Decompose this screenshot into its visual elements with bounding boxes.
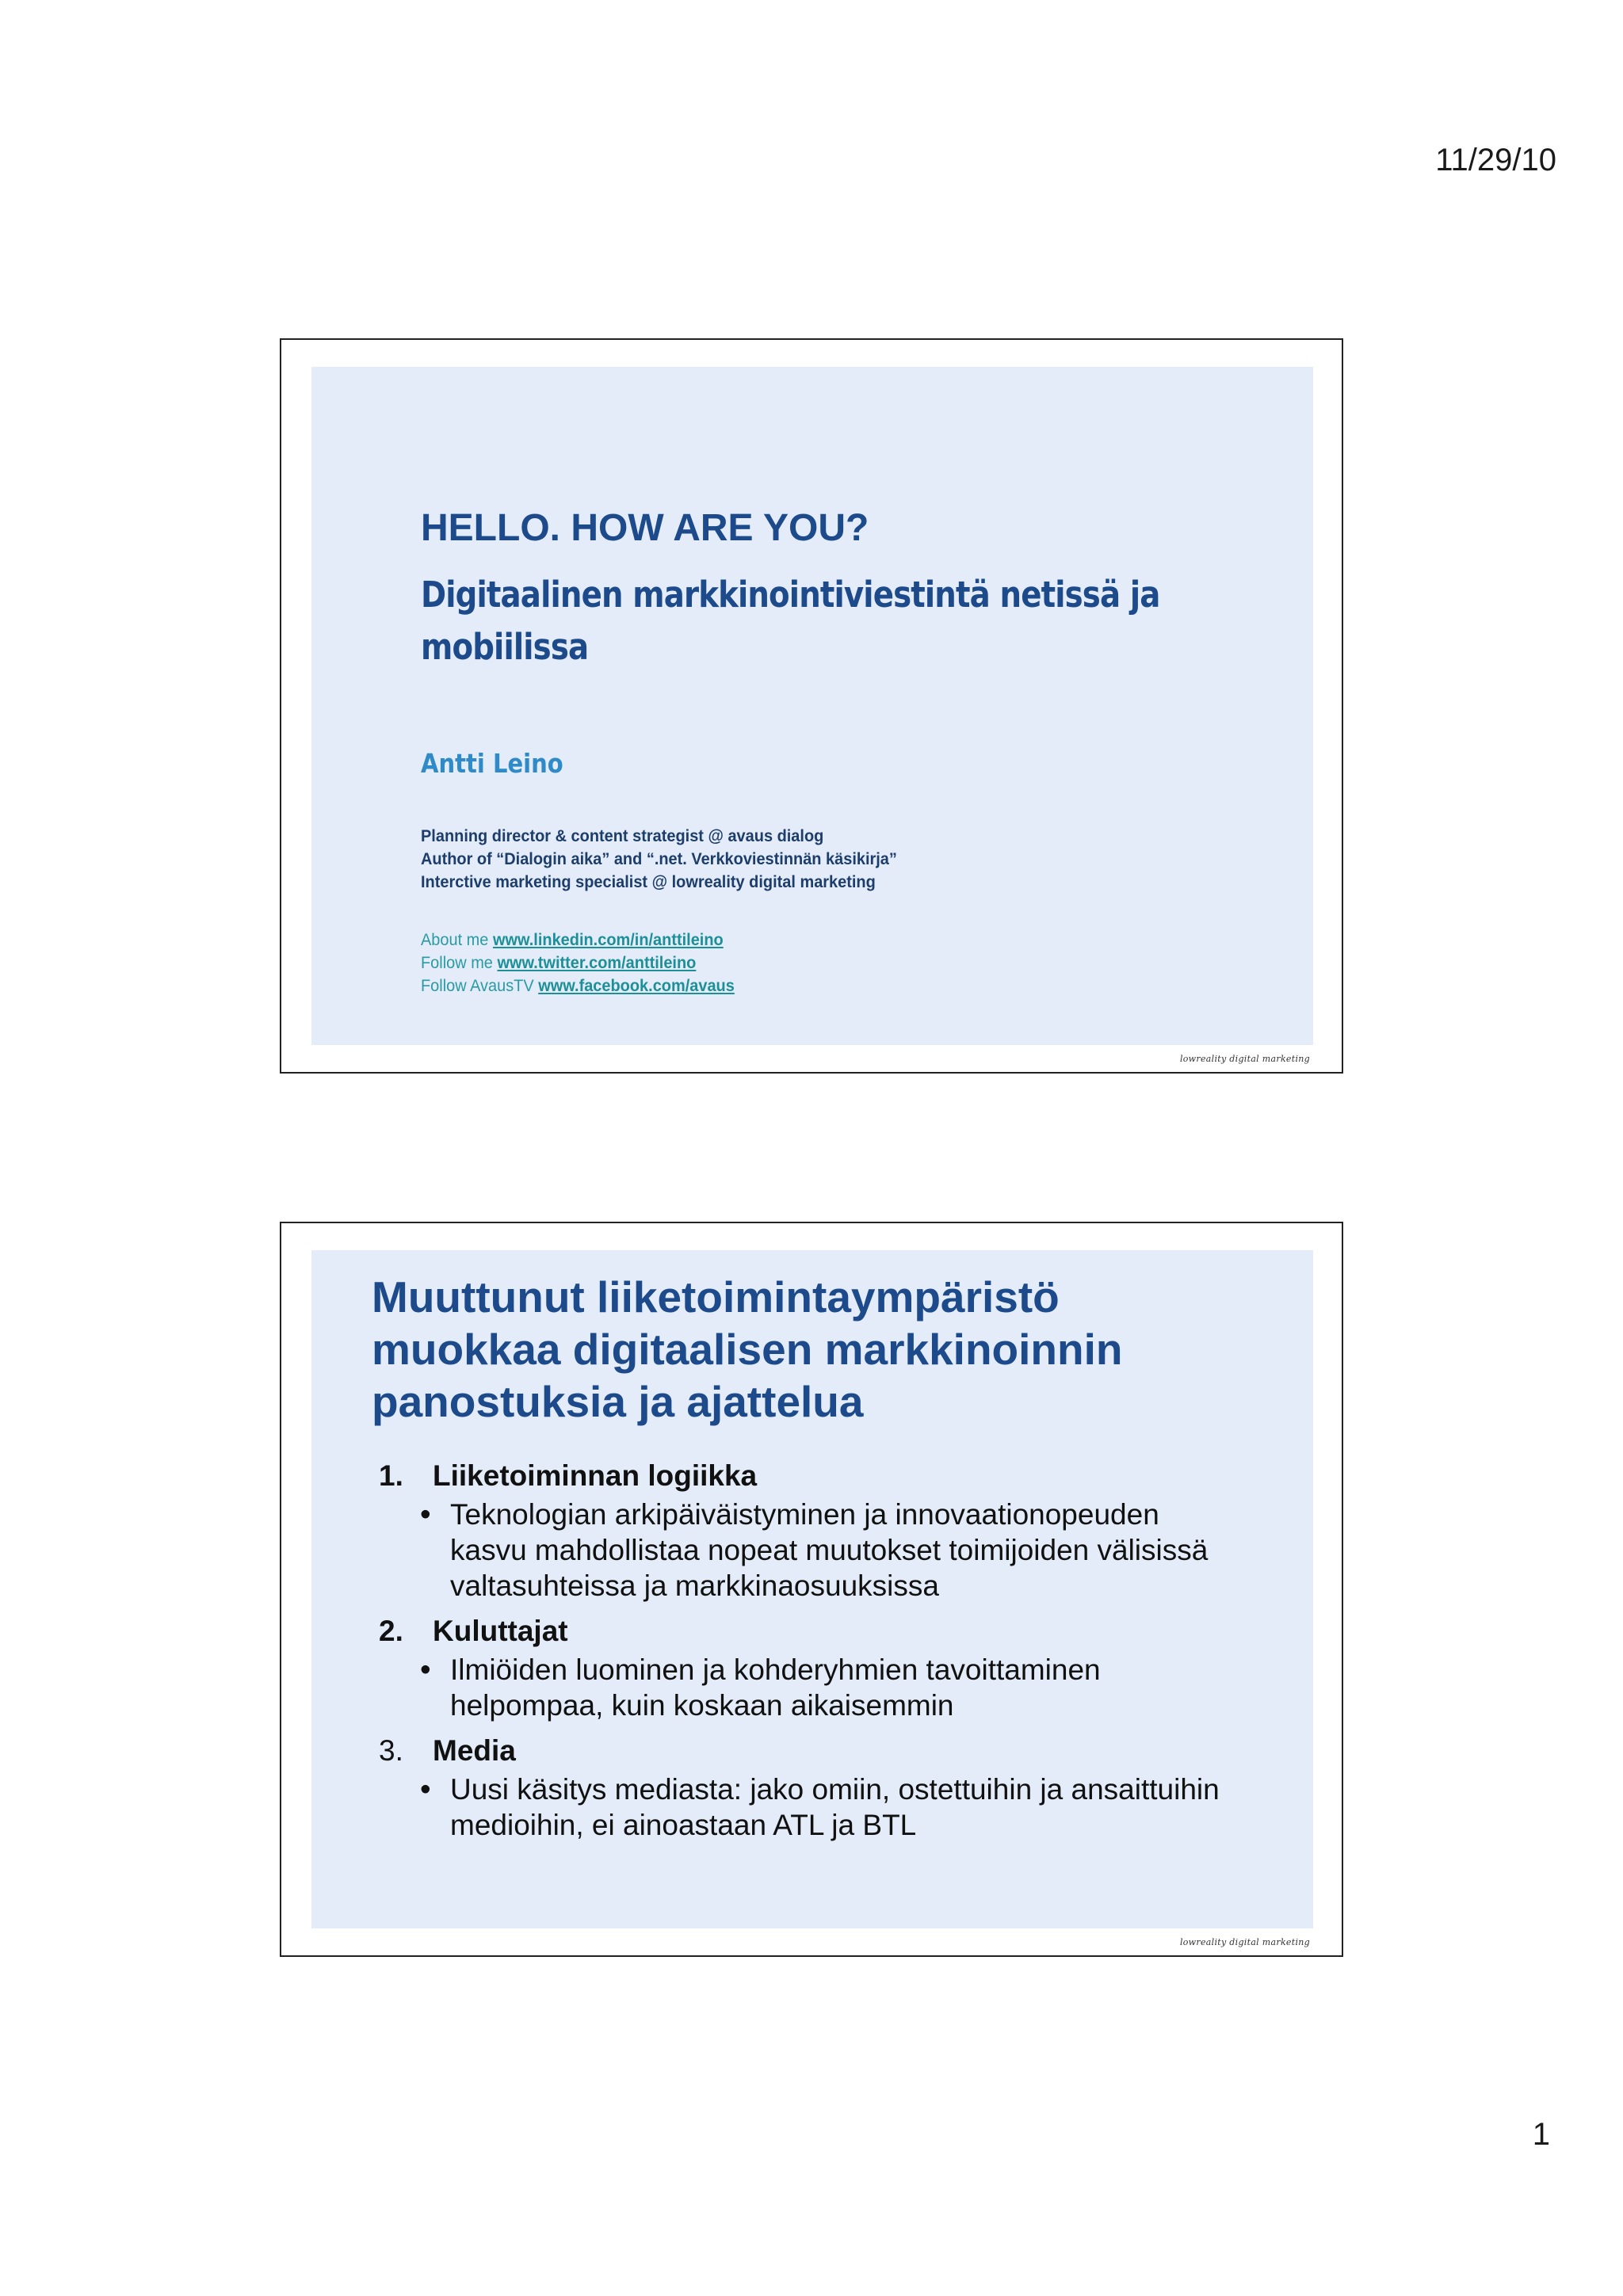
bullet-line: Uusi käsitys mediasta: jako omiin, ostettuihin ja ansaittuihin (450, 1773, 1220, 1806)
bullet-line: kasvu mahdollistaa nopeat muutokset toimijoiden välisissä (450, 1534, 1209, 1566)
role-line: Author of “Dialogin aika” and “.net. Verkkoviestinnän käsikirja” (421, 850, 897, 868)
bullet-line: medioihin, ei ainoastaan ATL ja BTL (450, 1809, 917, 1841)
bullet-icon: • (420, 1497, 431, 1531)
contact-prefix: Follow me (421, 954, 498, 972)
list-bullet (420, 1497, 1266, 1604)
list-item-label: Kuluttajat (433, 1615, 568, 1647)
list-bullet (420, 1772, 1266, 1843)
slide-2-title-line: panostuksia ja ajattelua (372, 1377, 864, 1426)
contact-line-linkedin (421, 929, 1219, 952)
slide-1-subtitle-line: Digitaalinen markkinointiviestintä netissä ja (421, 574, 1160, 616)
slide-1-content (421, 506, 1261, 997)
list-item-label: Media (433, 1734, 516, 1767)
slide-2-title-line: Muuttunut liiketoimintaympäristö (372, 1272, 1060, 1322)
list-item-label: Liiketoiminnan logiikka (433, 1459, 758, 1492)
list-item-heading (379, 1733, 1266, 1768)
author-roles (421, 825, 1219, 894)
list-item-number: 2. (379, 1615, 403, 1647)
bullet-line: Teknologian arkipäiväistyminen ja innovaationopeuden (450, 1498, 1159, 1531)
list-bullet (420, 1652, 1266, 1723)
page-number: 1 (1532, 2117, 1550, 2152)
list-item-heading (379, 1458, 1266, 1493)
bullet-line: helpompaa, kuin koskaan aikaisemmin (450, 1689, 954, 1722)
slide-1-title: HELLO. HOW ARE YOU? (421, 507, 869, 549)
slide-2 (280, 1222, 1343, 1957)
lowreality-logo: lowreality digital marketing (1179, 1937, 1310, 1947)
page-date: 11/29/10 (1435, 143, 1556, 177)
slide-2-title-line: muokkaa digitaalisen markkinoinnin (372, 1325, 1123, 1374)
lowreality-logo: lowreality digital marketing (1179, 1054, 1310, 1064)
facebook-link[interactable]: www.facebook.com/avaus (538, 977, 735, 995)
slide-1-subtitle (421, 569, 1170, 673)
bullet-text (450, 1497, 1251, 1604)
bullet-icon: • (420, 1772, 431, 1806)
list-item-number: 1. (379, 1459, 403, 1492)
contact-prefix: Follow AvausTV (421, 977, 539, 995)
linkedin-link[interactable]: www.linkedin.com/in/anttileino (492, 931, 724, 949)
bullet-text (450, 1652, 1251, 1723)
twitter-link[interactable]: www.twitter.com/anttileino (497, 954, 697, 972)
slide-1-subtitle-line: mobiilissa (421, 626, 589, 668)
slide-2-title (372, 1271, 1275, 1428)
slide-1 (280, 338, 1343, 1074)
contact-line-facebook (421, 974, 1219, 997)
bullet-line: Ilmiöiden luominen ja kohderyhmien tavoittaminen (450, 1653, 1101, 1686)
list-item-heading (379, 1613, 1266, 1649)
bullet-line: valtasuhteissa ja markkinaosuuksissa (450, 1569, 939, 1602)
author-name: Antti Leino (421, 748, 563, 779)
bullet-text (450, 1772, 1251, 1843)
list-item-number: 3. (379, 1734, 403, 1767)
slide-2-list (379, 1458, 1266, 1843)
contact-links (421, 929, 1219, 997)
contact-line-twitter (421, 952, 1219, 974)
role-line: Planning director & content strategist @ avaus dialog (421, 827, 824, 845)
bullet-icon: • (420, 1653, 431, 1687)
contact-prefix: About me (421, 931, 493, 949)
role-line: Interctive marketing specialist @ lowreality digital marketing (421, 873, 876, 891)
